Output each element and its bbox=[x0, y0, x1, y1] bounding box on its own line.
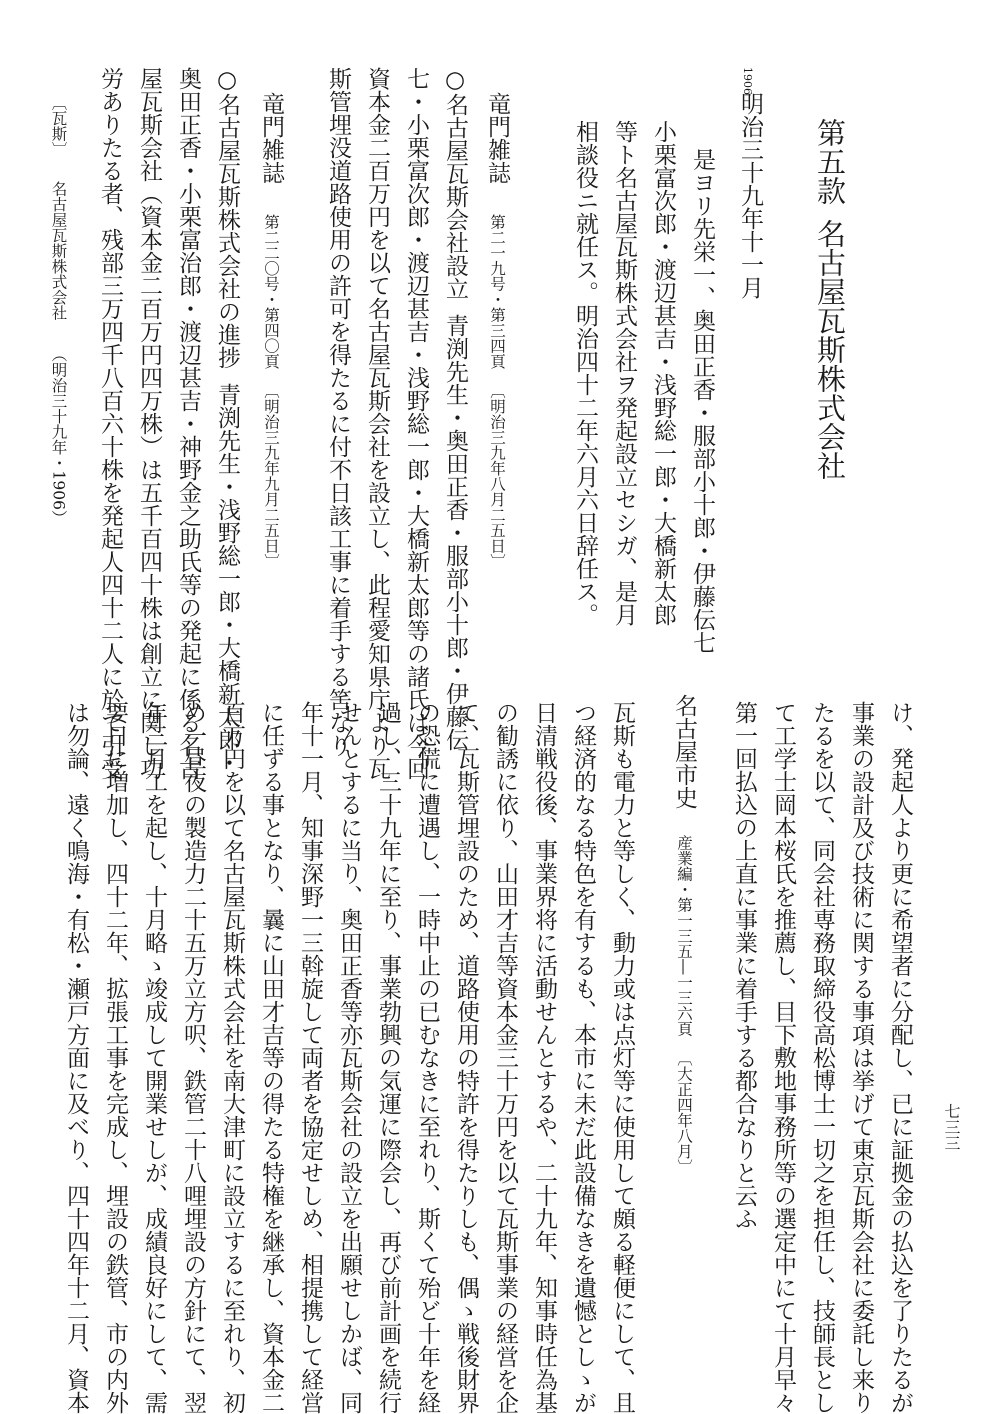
history-line: 過し、三十九年に至り、事業勃興の気運に際会し、再び前計画を続行 bbox=[375, 701, 401, 1414]
western-year: 1906 bbox=[741, 67, 754, 95]
history-line: に任ずる事となり、曩に山田才吉等の得たる特権を継承し、資本金二 bbox=[258, 701, 284, 1414]
source-date: 〔明治三九年九月二五日〕 bbox=[262, 383, 280, 569]
source-title: 名古屋市史 bbox=[671, 694, 697, 809]
article-header: ○名古屋瓦斯株式会社の進捗 bbox=[214, 67, 240, 369]
source-title: 竜門雑誌 bbox=[484, 92, 510, 184]
running-footer bbox=[50, 95, 66, 525]
footer-company: 名古屋瓦斯株式会社 bbox=[49, 181, 68, 321]
page-number: 七三三 bbox=[942, 1103, 961, 1151]
history-line: 年十一月、知事深野一三斡旋して両者を協定せしめ、相提携して経営 bbox=[297, 701, 323, 1414]
history-line: 年三月工を起し、十月略ゝ竣成して開業せしが、成績良好にして、需 bbox=[141, 701, 167, 1414]
source-date: 〔明治三九年八月二五日〕 bbox=[488, 383, 506, 569]
continuation-line: け、発起人より更に希望者に分配し、已に証拠金の払込を了りたるが bbox=[887, 701, 913, 1414]
source-page: 第二一九号・第三四頁 bbox=[488, 214, 506, 369]
record-line: 小栗富次郎・渡辺甚吉・浅野総一郎・大橋新太郎 bbox=[650, 120, 676, 626]
record-date: 明治三十九年十一月 bbox=[737, 92, 763, 299]
article-line: 資本金二百万円を以て名古屋瓦斯会社を設立し、此程愛知県庁より瓦 bbox=[364, 67, 390, 780]
footer-category: 〔瓦斯〕 bbox=[49, 95, 68, 157]
history-line: 日清戦役後、事業界将に活動せんとするや、二十九年、知事時任為基 bbox=[531, 701, 557, 1414]
source-citation bbox=[485, 92, 508, 569]
history-line: の恐慌に遭遇し、一時中止の已むなきに至れり、斯くて殆ど十年を経 bbox=[414, 701, 440, 1414]
footer-year: （明治三十九年・1906） bbox=[49, 346, 68, 526]
article-line: 斯管埋没道路使用の許可を得たるに付不日該工事に着手する筈なり bbox=[325, 67, 351, 757]
article-line: 七・小栗富次郎・渡辺甚吉・浅野総一郎・大橋新太郎等の諸氏は今回 bbox=[403, 67, 429, 780]
article-line: 屋瓦斯会社（資本金二百万円四万株）は五千百四十株は創立に関し功 bbox=[136, 67, 162, 780]
source-page: 産業編・第一三五―一三六頁 bbox=[675, 835, 693, 1037]
article-line: 奥田正香・小栗富治郎・渡辺甚吉・神野金之助氏等の発起に係る名古 bbox=[175, 67, 201, 780]
history-line: め一昼夜の製造力二十五万立方呎、鉄管二十八哩埋設の方針にて、翌 bbox=[180, 701, 206, 1414]
history-line: は勿論、遠く鳴海・有松・瀬戸方面に及べり、四十四年十二月、資本 bbox=[63, 701, 89, 1414]
source-title: 竜門雑誌 bbox=[258, 92, 284, 184]
history-line: せんとするに当り、奥田正香等亦瓦斯会社の設立を出願せしかば、同 bbox=[336, 701, 362, 1414]
history-line: 瓦斯も電力と等しく、動力或は点灯等に使用して頗る軽便にして、且 bbox=[609, 701, 635, 1414]
company-title: 名古屋瓦斯株式会社 bbox=[813, 219, 847, 480]
record-line: 是ヨリ先栄一、奥田正香・服部小十郎・伊藤伝七 bbox=[689, 148, 715, 654]
history-line: 百万円を以て名古屋瓦斯株式会社を南大津町に設立するに至れり、初 bbox=[219, 701, 245, 1414]
continuation-line: たるを以て、同会社専務取締役高松博士一切之を担任し、技師長とし bbox=[809, 701, 835, 1414]
article-line: ○名古屋瓦斯株式会社の進捗青渕先生・浅野総一郎・大橋新太郎・ bbox=[214, 67, 240, 774]
record-line: 相談役ニ就任ス。明治四十二年六月六日辞任ス。 bbox=[572, 120, 598, 626]
section-number: 第五款 bbox=[813, 118, 847, 205]
continuation-line: 第一回払込の上直に事業に着手する都合なりと云ふ bbox=[731, 701, 757, 1230]
continuation-line: 事業の設計及び技術に関する事項は挙げて東京瓦斯会社に委託し来り bbox=[848, 701, 874, 1414]
history-line: て、瓦斯管埋設のため、道路使用の特許を得たりしも、偶ゝ戦後財界 bbox=[453, 701, 479, 1414]
source-citation bbox=[259, 92, 282, 569]
article-line: 労ありたる者、残部三万四千八百六十株を発起人四十二人に於て引受 bbox=[97, 67, 123, 780]
continuation-line: て工学士岡本桜氏を推薦し、目下敷地事務所等の選定中にて十月早々 bbox=[770, 701, 796, 1414]
source-date: 〔大正四年八月〕 bbox=[675, 1050, 693, 1175]
source-page: 第二二〇号・第四〇頁 bbox=[262, 214, 280, 369]
section-heading bbox=[813, 118, 847, 480]
source-citation bbox=[672, 694, 695, 1175]
record-line: 等ト名古屋瓦斯株式会社ヲ発起設立セシガ、是月 bbox=[611, 120, 637, 626]
history-line: 要日に増加し、四十二年、拡張工事を完成し、埋設の鉄管、市の内外 bbox=[102, 701, 128, 1414]
article-line: ○名古屋瓦斯会社設立青渕先生・奥田正香・服部小十郎・伊藤伝 bbox=[442, 67, 468, 751]
history-line: つ経済的なる特色を有するも、本市に未だ此設備なきを遺憾としゝが bbox=[570, 701, 596, 1414]
article-header: ○名古屋瓦斯会社設立 bbox=[442, 67, 468, 300]
history-line: の勧誘に依り、山田才吉等資本金三十万円を以て瓦斯事業の経営を企 bbox=[492, 701, 518, 1414]
